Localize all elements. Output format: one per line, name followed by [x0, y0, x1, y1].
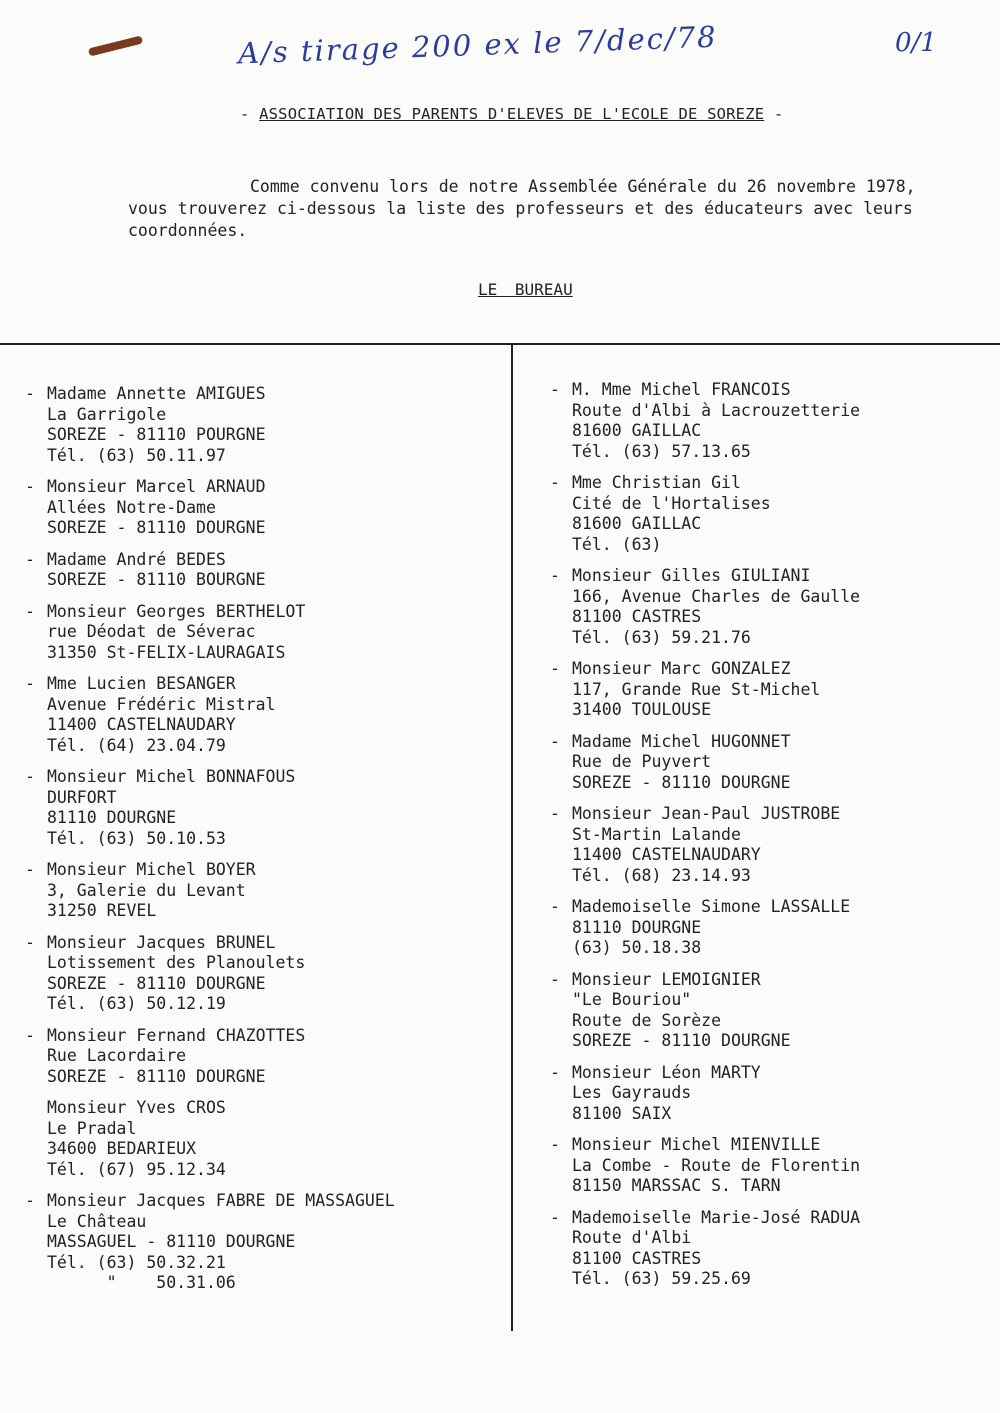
- entry-dash: -: [25, 601, 35, 621]
- contact-name: Mademoiselle Simone LASSALLE: [572, 897, 851, 916]
- contact-address-line: 34600 BEDARIEUX: [47, 1139, 197, 1158]
- contact-address-line: Route d'Albi: [572, 1228, 692, 1247]
- contact-entry: [550, 380, 990, 462]
- contact-entry: [550, 1063, 990, 1125]
- contact-address-line: Avenue Frédéric Mistral: [47, 694, 276, 714]
- contact-address-line: 81600 GAILLAC: [572, 421, 702, 440]
- contact-name: Monsieur Jacques FABRE DE MASSAGUEL: [47, 1191, 395, 1210]
- contact-address-line: 81150 MARSSAC S. TARN: [572, 1176, 781, 1195]
- contact-address-line: Cité de l'Hortalises: [572, 493, 771, 513]
- contact-name: Madame Michel HUGONNET: [572, 731, 791, 751]
- contact-entry: [25, 1191, 505, 1294]
- contact-entry: [25, 933, 505, 1015]
- contact-entry: [550, 566, 990, 648]
- contact-name: Monsieur Yves CROS: [47, 1098, 226, 1117]
- section-heading: LE BUREAU: [478, 280, 573, 299]
- entry-dash: -: [550, 1135, 560, 1154]
- contact-entry: [550, 473, 990, 555]
- title-suffix: -: [773, 105, 784, 123]
- contact-address-line: Les Gayrauds: [572, 1083, 692, 1102]
- contact-address-line: Tél. (63) 50.32.21: [47, 1252, 226, 1272]
- entry-dash: -: [550, 659, 560, 678]
- contact-address-line: "Le Bouriou": [572, 990, 692, 1009]
- contact-name: Monsieur Fernand CHAZOTTES: [47, 1025, 306, 1045]
- contact-entry: [550, 897, 990, 959]
- contact-name: Monsieur Michel BONNAFOUS: [47, 767, 296, 786]
- contact-entry: [550, 970, 990, 1052]
- contact-address-line: 81600 GAILLAC: [572, 514, 702, 533]
- entry-dash: -: [550, 473, 560, 492]
- contact-name: Monsieur Jacques BRUNEL: [47, 932, 276, 952]
- contact-address-line: 81100 CASTRES: [572, 607, 702, 626]
- contact-address-line: St-Martin Lalande: [572, 824, 741, 844]
- rust-stain-mark: [88, 35, 143, 56]
- contact-address-line: 81110 DOURGNE: [572, 917, 702, 937]
- entry-dash: -: [25, 549, 35, 569]
- document-title: [240, 105, 783, 123]
- contact-entry: [25, 384, 505, 466]
- contact-address-line: Tél. (63) 57.13.65: [572, 441, 751, 461]
- entry-dash: -: [550, 969, 560, 989]
- contact-address-line: 81110 DOURGNE: [47, 808, 177, 827]
- entry-dash: -: [550, 1207, 560, 1227]
- contact-address-line: Tél. (63) 50.10.53: [47, 828, 226, 848]
- entry-dash: -: [550, 731, 560, 751]
- entry-dash: -: [550, 897, 560, 916]
- contact-entry: [25, 1026, 505, 1088]
- contact-address-line: Route d'Albi à Lacrouzetterie: [572, 400, 861, 420]
- contact-name: Monsieur Michel BOYER: [47, 860, 256, 879]
- contact-address-line: Rue Lacordaire: [47, 1046, 187, 1065]
- contact-entry: [25, 477, 505, 539]
- entry-dash: -: [25, 767, 35, 786]
- column-divider: [511, 343, 513, 1331]
- contact-address-line: Tél. (63) 50.11.97: [47, 445, 226, 465]
- contact-name: Monsieur Marc GONZALEZ: [572, 659, 791, 678]
- contact-address-line: Tél. (68) 23.14.93: [572, 865, 751, 885]
- contact-address-line: 3, Galerie du Levant: [47, 880, 246, 900]
- contact-address-line: (63) 50.18.38: [572, 938, 702, 957]
- contact-entry: [550, 1135, 990, 1197]
- contact-address-line: 11400 CASTELNAUDARY: [572, 845, 761, 864]
- contact-address-line: rue Déodat de Séverac: [47, 622, 256, 641]
- contact-address-line: SOREZE - 81110 POURGNE: [47, 425, 266, 444]
- intro-line-1: Comme convenu lors de notre Assemblée Générale du 26 novembre 1978,: [250, 177, 916, 196]
- entry-dash: -: [25, 932, 35, 952]
- contact-entry: [25, 550, 505, 591]
- contact-address-line: 31250 REVEL: [47, 901, 157, 920]
- contact-address-line: Le Château: [47, 1211, 147, 1231]
- entry-dash: -: [25, 477, 35, 496]
- contact-name: Monsieur LEMOIGNIER: [572, 969, 761, 989]
- contact-address-line: 31400 TOULOUSE: [572, 700, 712, 719]
- contact-entry: [25, 767, 505, 849]
- contact-address-line: Le Pradal: [47, 1118, 137, 1138]
- contact-entry: [550, 659, 990, 721]
- entry-dash: -: [25, 1191, 35, 1210]
- contact-address-line: SOREZE - 81110 BOURGNE: [47, 570, 266, 589]
- contact-name: Monsieur Léon MARTY: [572, 1062, 761, 1082]
- contact-address-line: Tél. (63) 59.25.69: [572, 1269, 751, 1288]
- contact-entry: [25, 602, 505, 664]
- contact-address-line: SOREZE - 81110 DOURGNE: [47, 518, 266, 537]
- contact-name: Mme Lucien BESANGER: [47, 674, 236, 693]
- contact-address-line: SOREZE - 81110 DOURGNE: [572, 772, 791, 792]
- entry-dash: -: [25, 384, 35, 403]
- contact-entry: [550, 732, 990, 794]
- contact-address-line: Tél. (63): [572, 534, 662, 554]
- contact-name: Madame Annette AMIGUES: [47, 384, 266, 403]
- contact-address-line: Tél. (64) 23.04.79: [47, 735, 226, 755]
- corner-handwritten-mark: 0/1: [895, 28, 937, 58]
- right-column: [550, 380, 990, 1301]
- intro-paragraph: [128, 176, 948, 242]
- entry-dash: -: [550, 380, 560, 399]
- contact-name: Madame André BEDES: [47, 549, 226, 569]
- contact-name: Mademoiselle Marie-José RADUA: [572, 1207, 861, 1227]
- contact-name: Monsieur Jean-Paul JUSTROBE: [572, 804, 841, 823]
- contact-entry: [25, 674, 505, 756]
- contact-name: Monsieur Georges BERTHELOT: [47, 601, 306, 621]
- contact-address-line: SOREZE - 81110 DOURGNE: [47, 973, 266, 993]
- title-prefix: -: [240, 105, 250, 123]
- contact-address-line: DURFORT: [47, 787, 117, 807]
- contact-name: Monsieur Michel MIENVILLE: [572, 1135, 821, 1154]
- entry-dash: -: [550, 804, 560, 823]
- contact-address-line: 31350 St-FELIX-LAURAGAIS: [47, 642, 286, 662]
- intro-line-2: vous trouverez ci-dessous la liste des professeurs et des éducateurs avec leurs: [128, 199, 913, 218]
- entry-dash: -: [550, 1062, 560, 1082]
- contact-address-line: " 50.31.06: [47, 1273, 236, 1292]
- contact-entry: [550, 804, 990, 886]
- contact-entry: [25, 860, 505, 922]
- intro-line-3: coordonnées.: [128, 221, 248, 240]
- contact-address-line: La Garrigole: [47, 404, 167, 424]
- contact-address-line: MASSAGUEL - 81110 DOURGNE: [47, 1232, 296, 1251]
- contact-address-line: SOREZE - 81110 DOURGNE: [572, 1031, 791, 1050]
- contact-address-line: Allées Notre-Dame: [47, 497, 216, 517]
- contact-address-line: 117, Grande Rue St-Michel: [572, 679, 821, 699]
- contact-address-line: Rue de Puyvert: [572, 752, 712, 771]
- contact-address-line: Tél. (67) 95.12.34: [47, 1159, 226, 1179]
- contact-address-line: 11400 CASTELNAUDARY: [47, 715, 236, 734]
- contact-address-line: SOREZE - 81110 DOURGNE: [47, 1066, 266, 1086]
- contact-name: Monsieur Marcel ARNAUD: [47, 477, 266, 496]
- contact-address-line: Tél. (63) 50.12.19: [47, 994, 226, 1013]
- contact-name: Monsieur Gilles GIULIANI: [572, 566, 811, 585]
- contact-address-line: 81100 SAIX: [572, 1103, 672, 1123]
- title-text: ASSOCIATION DES PARENTS D'ELEVES DE L'ECOLE DE SOREZE: [259, 105, 765, 123]
- entry-dash: -: [25, 860, 35, 879]
- entry-dash: -: [550, 566, 560, 585]
- contact-address-line: Lotissement des Planoulets: [47, 953, 306, 972]
- handwritten-note: A/s tirage 200 ex le 7/dec/78: [237, 19, 719, 71]
- contact-name: Mme Christian Gil: [572, 473, 741, 492]
- entry-dash: -: [25, 674, 35, 693]
- entry-dash: -: [25, 1025, 35, 1045]
- contact-address-line: 166, Avenue Charles de Gaulle: [572, 586, 861, 606]
- contact-address-line: 81100 CASTRES: [572, 1248, 702, 1268]
- contact-address-line: La Combe - Route de Florentin: [572, 1155, 861, 1175]
- contact-address-line: Tél. (63) 59.21.76: [572, 627, 751, 647]
- contact-name: M. Mme Michel FRANCOIS: [572, 380, 791, 399]
- contact-entry: [550, 1208, 990, 1290]
- horizontal-divider: [0, 343, 1000, 345]
- left-column: [25, 384, 505, 1305]
- contact-address-line: Route de Sorèze: [572, 1010, 722, 1030]
- contact-entry: [25, 1098, 505, 1180]
